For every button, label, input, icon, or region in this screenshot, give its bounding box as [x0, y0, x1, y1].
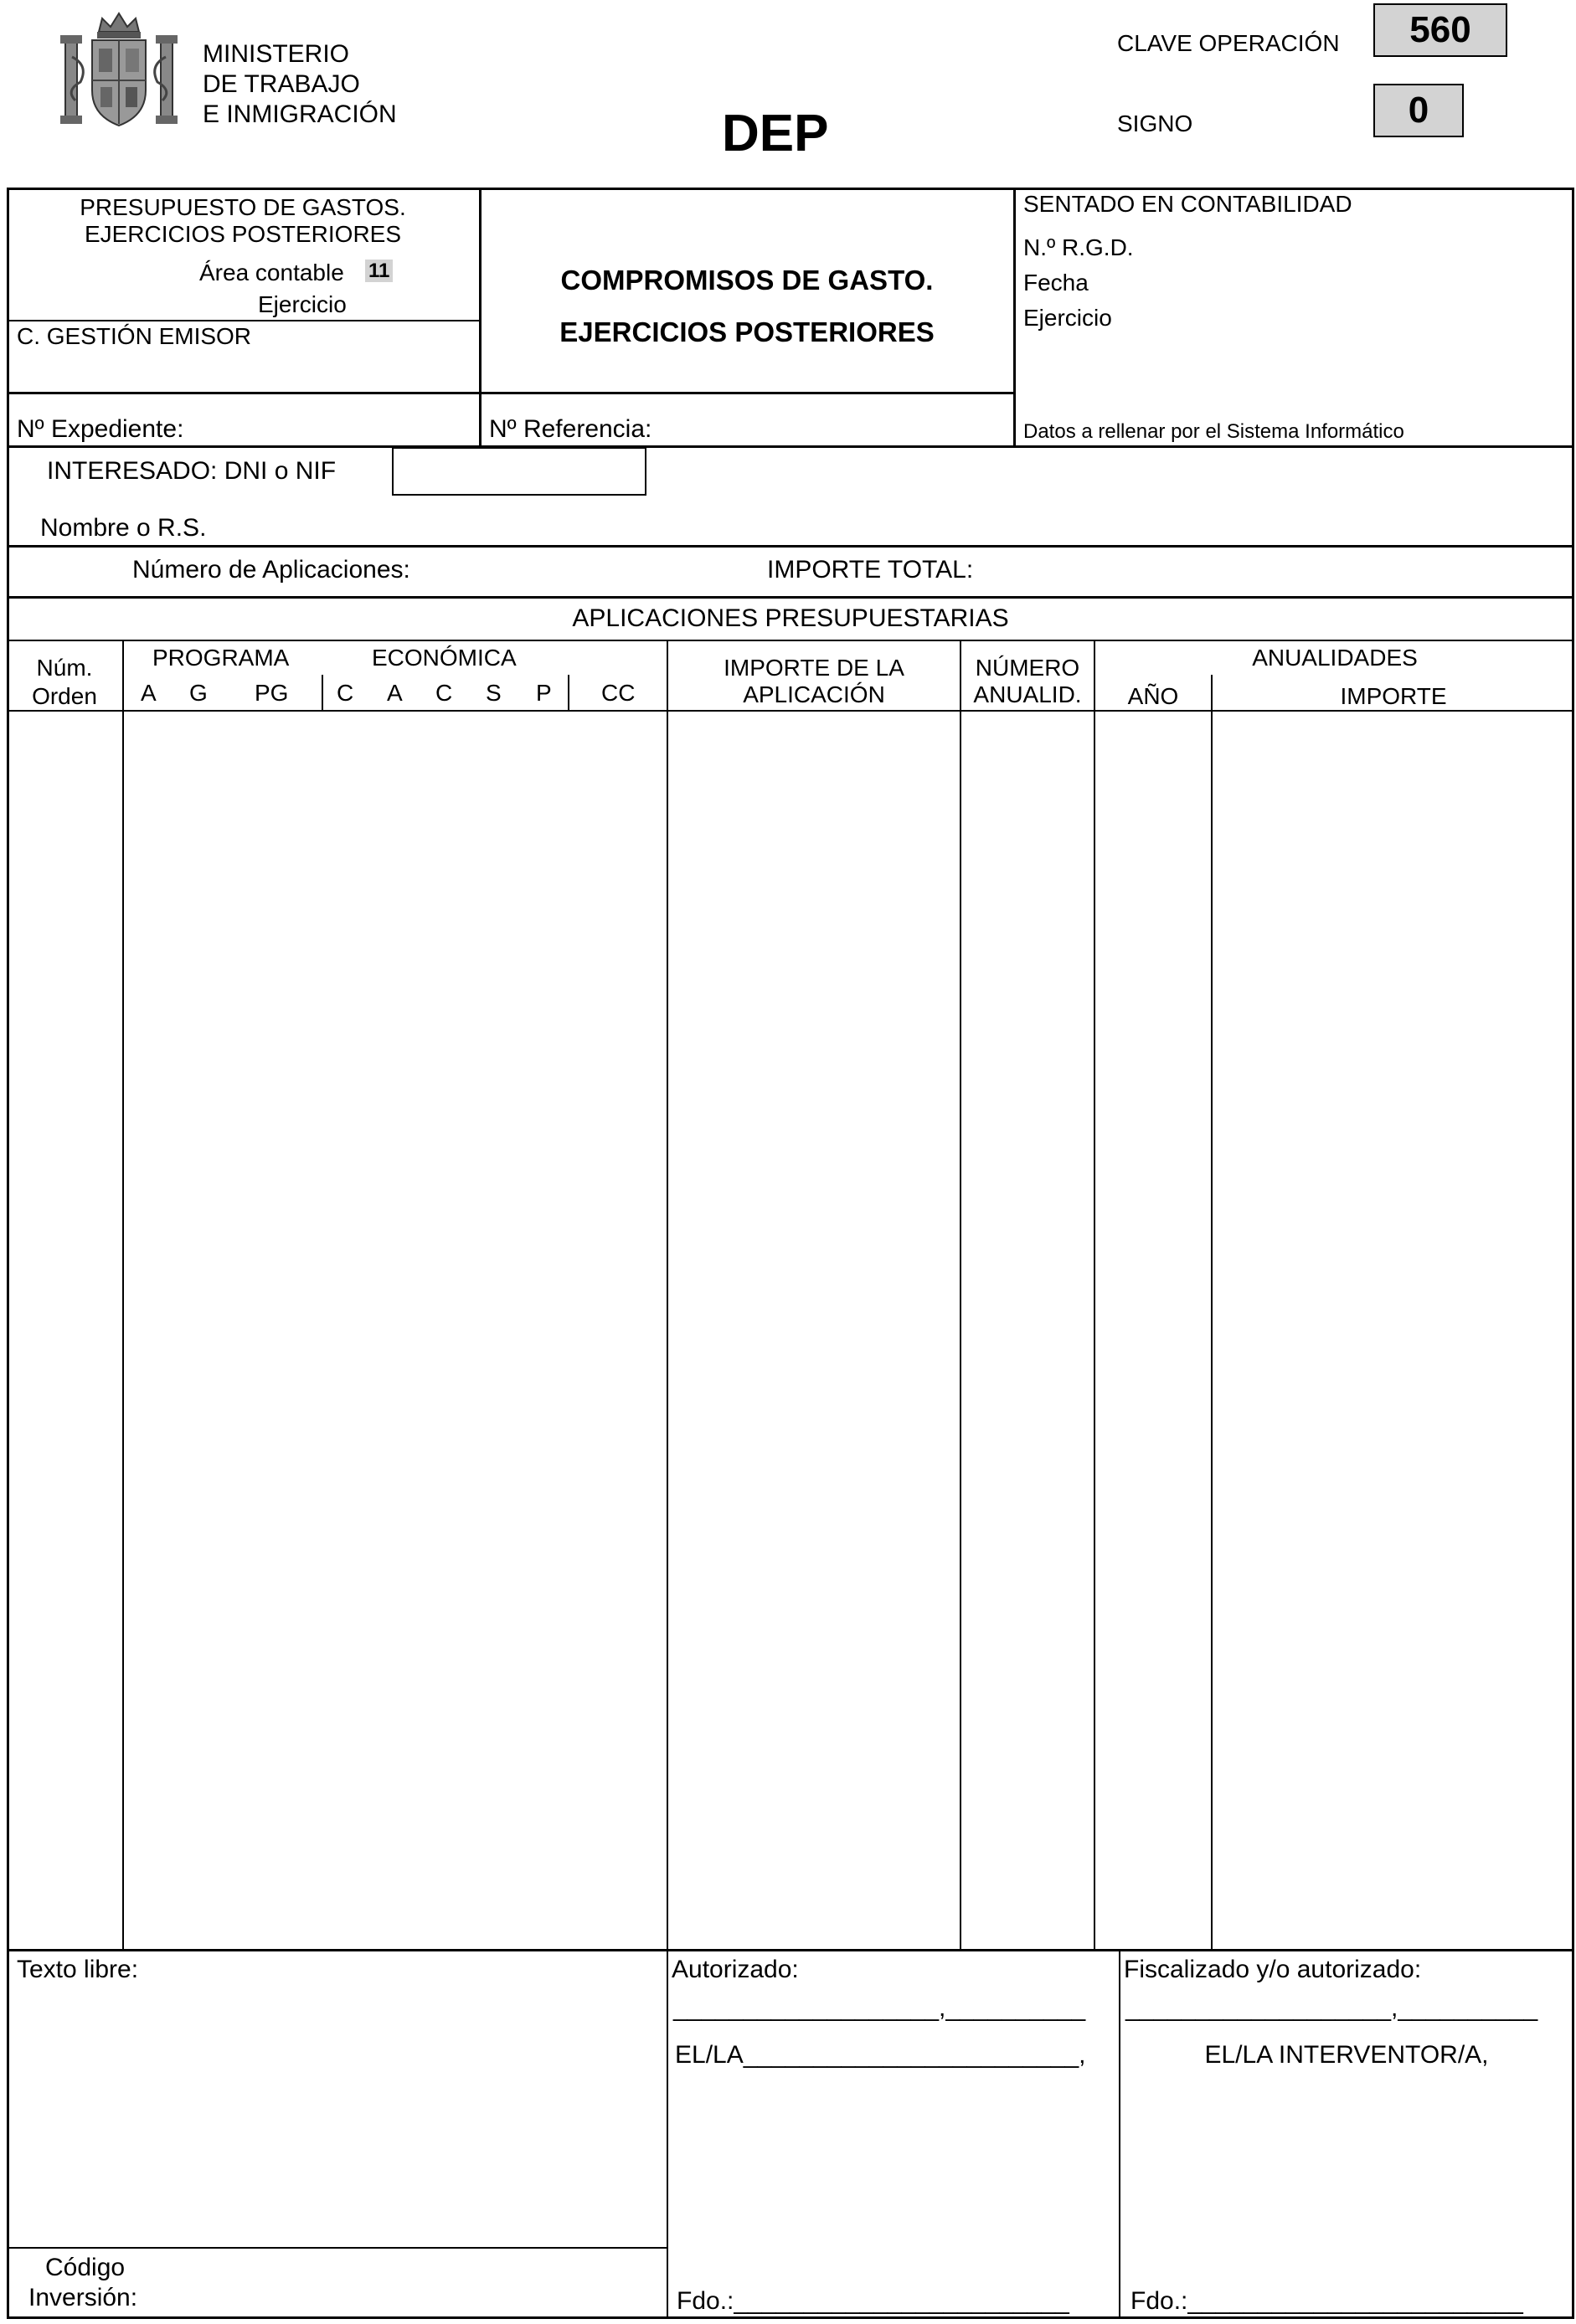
divider — [7, 392, 1015, 394]
col-orden: Orden — [32, 683, 97, 709]
autorizado-date-line[interactable]: ___________________,__________ — [673, 1994, 1086, 2022]
ejercicio-label: Ejercicio — [258, 291, 347, 317]
divider — [1013, 188, 1016, 447]
divider — [7, 640, 1574, 641]
contabilidad-heading: SENTADO EN CONTABILIDAD — [1023, 191, 1352, 217]
interesado-dni-label: INTERESADO: DNI o NIF — [47, 457, 337, 485]
dni-input-box[interactable] — [392, 447, 646, 496]
presupuesto-line-2: EJERCICIOS POSTERIORES — [84, 221, 402, 247]
rgd-label: N.º R.G.D. — [1023, 234, 1134, 260]
form-title-line-1: COMPROMISOS DE GASTO. — [560, 265, 934, 296]
coat-of-arms-logo — [55, 7, 183, 134]
fdo-right-line[interactable]: Fdo.:________________________ — [1130, 2287, 1523, 2315]
gestion-emisor-label: C. GESTIÓN EMISOR — [17, 323, 252, 349]
col-anio: AÑO — [1127, 683, 1179, 709]
ministry-line-1: MINISTERIO — [203, 40, 350, 68]
divider — [7, 545, 1574, 548]
divider — [7, 596, 1574, 599]
sub-col-p: P — [536, 680, 552, 706]
fecha-label: Fecha — [1023, 270, 1089, 296]
fdo-left-line[interactable]: Fdo.:________________________ — [677, 2287, 1069, 2315]
sub-col-pg: PG — [255, 680, 289, 706]
sub-col-a: A — [141, 680, 157, 706]
area-contable-label: Área contable — [199, 260, 344, 285]
sub-col-cc: CC — [601, 680, 636, 706]
divider — [7, 1949, 1574, 1951]
col-divider — [667, 640, 668, 2319]
col-divider — [122, 640, 124, 1951]
ministry-line-2: DE TRABAJO — [203, 70, 360, 98]
sub-col-g: G — [189, 680, 208, 706]
divider — [7, 710, 1574, 712]
referencia-label: Nº Referencia: — [489, 415, 652, 443]
num-aplicaciones-label: Número de Aplicaciones: — [132, 556, 410, 584]
expediente-label: Nº Expediente: — [17, 415, 184, 443]
col-importe-line-1: IMPORTE DE LA — [724, 655, 904, 681]
divider — [7, 445, 1574, 448]
autorizado-label: Autorizado: — [672, 1956, 799, 1983]
el-la-line[interactable]: EL/LA________________________, — [675, 2041, 1086, 2069]
col-divider — [960, 640, 961, 1951]
col-economica: ECONÓMICA — [372, 645, 517, 671]
importe-total-label: IMPORTE TOTAL: — [767, 556, 974, 584]
inversion-label: Inversión: — [28, 2284, 138, 2311]
signo-label: SIGNO — [1117, 111, 1193, 136]
divider — [7, 320, 481, 321]
area-contable-value: 11 — [365, 260, 393, 283]
sub-divider — [568, 675, 569, 710]
col-divider — [1211, 675, 1213, 1951]
form-code: DEP — [722, 105, 829, 162]
ministry-line-3: E INMIGRACIÓN — [203, 100, 397, 128]
fiscalizado-date-line[interactable]: ___________________,__________ — [1125, 1994, 1538, 2022]
fiscalizado-label: Fiscalizado y/o autorizado: — [1124, 1956, 1422, 1983]
col-importe-anual: IMPORTE — [1340, 683, 1447, 709]
col-anualidades: ANUALIDADES — [1252, 645, 1418, 671]
aplicaciones-title: APLICACIONES PRESUPUESTARIAS — [572, 604, 1009, 632]
sub-col-s: S — [486, 680, 502, 706]
col-numero-line-2: ANUALID. — [973, 681, 1082, 707]
sub-divider — [322, 675, 323, 710]
signo-value: 0 — [1373, 84, 1464, 137]
sub-col-a2: A — [387, 680, 403, 706]
col-divider — [1094, 640, 1095, 1951]
codigo-label: Código — [45, 2254, 126, 2281]
col-num: Núm. — [36, 655, 93, 681]
clave-operacion-value: 560 — [1373, 3, 1507, 57]
nombre-label: Nombre o R.S. — [40, 514, 207, 542]
presupuesto-line-1: PRESUPUESTO DE GASTOS. — [80, 194, 406, 220]
ejercicio-contab-label: Ejercicio — [1023, 305, 1112, 331]
col-numero-line-1: NÚMERO — [975, 655, 1080, 681]
col-programa: PROGRAMA — [152, 645, 290, 671]
interventor-label: EL/LA INTERVENTOR/A, — [1204, 2041, 1489, 2069]
clave-operacion-label: CLAVE OPERACIÓN — [1117, 30, 1340, 56]
divider — [7, 2247, 668, 2249]
form-title-line-2: EJERCICIOS POSTERIORES — [559, 316, 935, 347]
col-divider — [1119, 1951, 1120, 2319]
col-importe-line-2: APLICACIÓN — [743, 681, 885, 707]
sistema-note: Datos a rellenar por el Sistema Informático — [1023, 420, 1404, 443]
texto-libre-label: Texto libre: — [17, 1956, 139, 1983]
sub-col-c: C — [337, 680, 354, 706]
sub-col-c2: C — [435, 680, 453, 706]
